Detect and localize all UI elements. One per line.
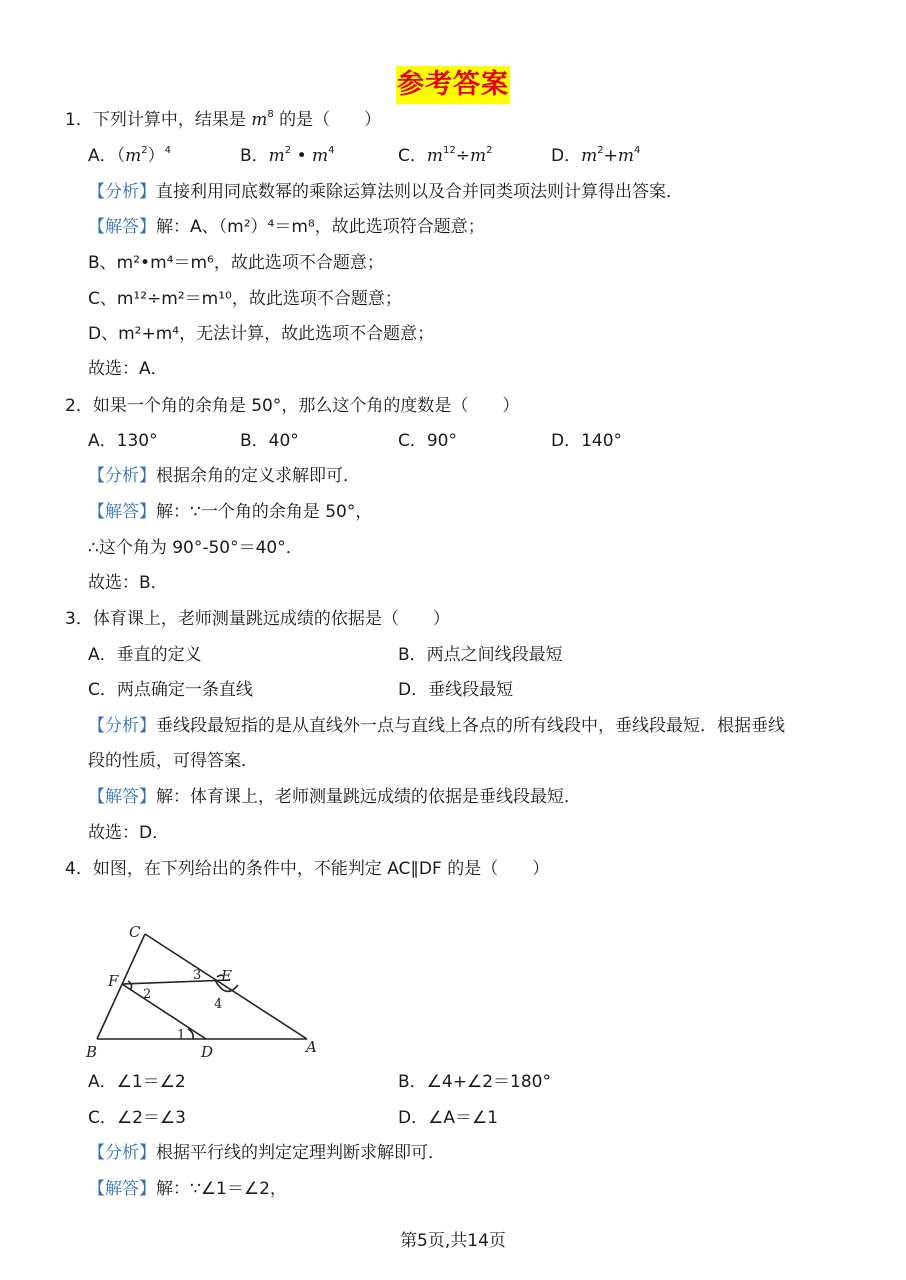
label-a: A [306, 1038, 317, 1056]
q2-analysis: 【分析】根据余角的定义求解即可． [88, 466, 360, 486]
q1-answer: 【解答】解：A、（m²）⁴＝m⁸，故此选项符合题意； [88, 217, 485, 237]
q4-answer: 【解答】解：∵∠1＝∠2， [88, 1179, 287, 1199]
label-f: F [108, 972, 119, 990]
label-c: C [129, 923, 141, 941]
segment-cb [97, 934, 145, 1039]
label-angle-2: 2 [143, 987, 152, 1002]
geometry-figure [80, 918, 330, 1063]
q3-answer: 【解答】解：体育课上，老师测量跳远成绩的依据是垂线段最短． [88, 787, 581, 807]
q2-answer: 【解答】解：∵一个角的余角是 50°， [88, 502, 373, 522]
q3-option-c: C．两点确定一条直线 [88, 680, 253, 700]
answer-tag: 【解答】 [88, 1179, 156, 1199]
q4-option-b: B．∠4+∠2＝180° [398, 1072, 551, 1092]
segment-fd [122, 984, 206, 1039]
q2-option-a: A．130° [88, 431, 158, 451]
q4-option-d: D．∠A＝∠1 [398, 1108, 499, 1128]
label-d: D [201, 1043, 214, 1061]
answer-tag: 【解答】 [88, 217, 156, 237]
q1-stem: 1．下列计算中，结果是 $m^8$ 的是（ ） [65, 109, 382, 130]
analysis-tag: 【分析】 [88, 1143, 156, 1163]
segment-ca [145, 934, 307, 1039]
q1-choice: 故选：A． [88, 359, 168, 379]
q4-analysis: 【分析】根据平行线的判定定理判断求解即可． [88, 1143, 445, 1163]
analysis-tag: 【分析】 [88, 466, 156, 486]
q4-option-a: A．∠1＝∠2 [88, 1072, 186, 1092]
page-title: 参考答案 [396, 66, 510, 104]
segment-fe [122, 980, 230, 984]
q3-option-d: D．垂线段最短 [398, 680, 514, 700]
q1-option-c: C．$m^{12}\div m^2$ [398, 145, 493, 166]
q1-option-a: A．$(m^2)^4$ [88, 145, 172, 166]
q3-choice: 故选：D． [88, 823, 170, 843]
q3-option-b: B．两点之间线段最短 [398, 645, 563, 665]
label-angle-4: 4 [214, 997, 223, 1012]
q3-option-a: A．垂直的定义 [88, 645, 202, 665]
label-e: E [221, 967, 232, 985]
q3-analysis-cont: 段的性质，可得答案． [88, 751, 258, 771]
page-footer: 第5页,共14页 [400, 1231, 506, 1251]
q2-option-c: C．90° [398, 431, 458, 451]
analysis-tag: 【分析】 [88, 716, 156, 736]
q1-line-b: B、m²•m⁴＝m⁶，故此选项不合题意； [88, 253, 384, 273]
label-b: B [86, 1043, 98, 1061]
q2-stem: 2．如果一个角的余角是 50°，那么这个角的度数是（ ） [65, 396, 520, 416]
q2-choice: 故选：B． [88, 573, 168, 593]
answer-tag: 【解答】 [88, 502, 156, 522]
q1-line-d: D、m²+m⁴，无法计算，故此选项不合题意； [88, 324, 435, 344]
q1-option-d: D．$m^2+m^4$ [551, 145, 641, 166]
label-angle-1: 1 [177, 1028, 186, 1043]
analysis-tag: 【分析】 [88, 182, 156, 202]
q2-line-2: ∴这个角为 90°-50°＝40°． [88, 538, 303, 558]
q1-line-c: C、m¹²÷m²＝m¹⁰，故此选项不合题意； [88, 289, 402, 309]
q1-analysis: 【分析】直接利用同底数幂的乘除运算法则以及合并同类项法则计算得出答案． [88, 182, 683, 202]
q3-analysis: 【分析】垂线段最短指的是从直线外一点与直线上各点的所有线段中，垂线段最短．根据垂线 [88, 716, 785, 736]
q3-stem: 3．体育课上，老师测量跳远成绩的依据是（ ） [65, 609, 450, 629]
q2-option-d: D．140° [551, 431, 623, 451]
q4-stem: 4．如图，在下列给出的条件中，不能判定 AC∥DF 的是（ ） [65, 859, 550, 879]
q1-option-b: B．$m^2$ • $m^4$ [240, 145, 335, 166]
q4-option-c: C．∠2＝∠3 [88, 1108, 186, 1128]
q2-option-b: B．40° [240, 431, 299, 451]
answer-tag: 【解答】 [88, 787, 156, 807]
label-angle-3: 3 [193, 968, 202, 983]
